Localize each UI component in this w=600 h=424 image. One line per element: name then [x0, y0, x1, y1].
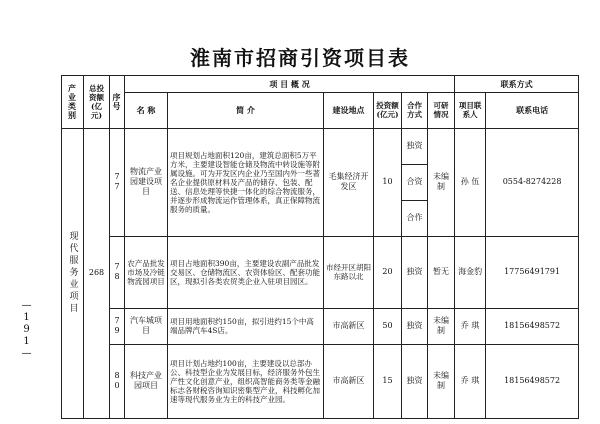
- table-row: [62, 308, 579, 344]
- project-location: 市高新区: [324, 344, 374, 418]
- project-table: [61, 75, 579, 419]
- page-number: —191—: [21, 300, 32, 360]
- table-row: [62, 128, 579, 164]
- header-feasibility: 可研情况: [428, 92, 455, 128]
- project-name: 汽车城项目: [125, 308, 168, 344]
- project-feasibility: 未编制: [428, 308, 455, 344]
- header-category: 产业类别: [62, 76, 84, 129]
- group-total-investment: 268: [84, 128, 110, 418]
- project-location: 市经开区胡阳东路以北: [324, 236, 374, 308]
- project-investment: 10: [374, 128, 402, 236]
- header-person: 项目联系人: [455, 92, 486, 128]
- coop-mode: 合资: [402, 164, 428, 200]
- header-overview: 项 目 概 况: [125, 76, 455, 93]
- project-investment: 20: [374, 236, 402, 308]
- seq: 79: [110, 308, 125, 344]
- project-name: 农产品批发市场及冷链物流园项目: [125, 236, 168, 308]
- project-investment: 50: [374, 308, 402, 344]
- coop-mode: 独资: [402, 236, 428, 308]
- coop-mode: 独资: [402, 308, 428, 344]
- project-phone: 18156498572: [486, 308, 579, 344]
- coop-mode: 合作: [402, 200, 428, 236]
- project-person: 海金豹: [455, 236, 486, 308]
- project-phone: 18156498572: [486, 344, 579, 418]
- project-person: 乔 琪: [455, 308, 486, 344]
- table-row: [62, 236, 579, 308]
- coop-mode: 独资: [402, 344, 428, 418]
- project-name: 物流产业园建设项目: [125, 128, 168, 236]
- seq: 78: [110, 236, 125, 308]
- project-investment: 15: [374, 344, 402, 418]
- project-person: 孙 伍: [455, 128, 486, 236]
- seq: 80: [110, 344, 125, 418]
- header-seq: 序号: [110, 76, 125, 129]
- header-phone: 联系电话: [486, 92, 579, 128]
- group-category: 现代服务业项目: [62, 128, 84, 418]
- table-row: [62, 344, 579, 418]
- header-name: 名 称: [125, 92, 168, 128]
- project-intro: 项目占地面积390亩，主要建设农副产品批发交易区、仓储物流区、农资体验区、配套功能区，现拟引各类农贸类企业入驻项目园区。: [168, 236, 324, 308]
- header-coop: 合作方式: [402, 92, 428, 128]
- project-location: 毛集经济开发区: [324, 128, 374, 236]
- project-feasibility: 未编制: [428, 128, 455, 236]
- project-feasibility: 未编制: [428, 344, 455, 418]
- project-location: 市高新区: [324, 308, 374, 344]
- header-total-investment: 总投资额(亿元): [84, 76, 110, 129]
- project-phone: 0554-8274228: [486, 128, 579, 236]
- coop-mode: 独资: [402, 128, 428, 164]
- project-intro: 项目计划占地约100亩，主要建设以总部办公、科技型企业为发展目标，经济服务外包生产性文化创意产业，组织高智能商务类等金融标志各财税咨询知识密集型产业，科技孵化加速等现代服务业为主的科技产业园。: [168, 344, 324, 418]
- header-contact: 联系方式: [455, 76, 579, 93]
- project-phone: 17756491791: [486, 236, 579, 308]
- project-intro: 项目用地面积约150亩，拟引进约15个中高端品牌汽车4S店。: [168, 308, 324, 344]
- header-location: 建设地点: [324, 92, 374, 128]
- header-intro: 简 介: [168, 92, 324, 128]
- seq: 77: [110, 128, 125, 236]
- page-title: 淮南市招商引资项目表: [190, 46, 410, 70]
- project-intro: 项目规划占地面积120亩，建筑总面积5万平方米，主要建设智能仓储及物流中转设施等附属设施。可为开发区内企业乃至国内外一些著名企业提供原材料及产品的储存、包装、配送、信息处理等快捷一体化的综合物流服务，并逐步形成物流运作管理体系，真正保障物流服务的质量。: [168, 128, 324, 236]
- project-feasibility: 暂无: [428, 236, 455, 308]
- header-investment: 投资额(亿元): [374, 92, 402, 128]
- project-name: 科技产业园项目: [125, 344, 168, 418]
- project-person: 乔 琪: [455, 344, 486, 418]
